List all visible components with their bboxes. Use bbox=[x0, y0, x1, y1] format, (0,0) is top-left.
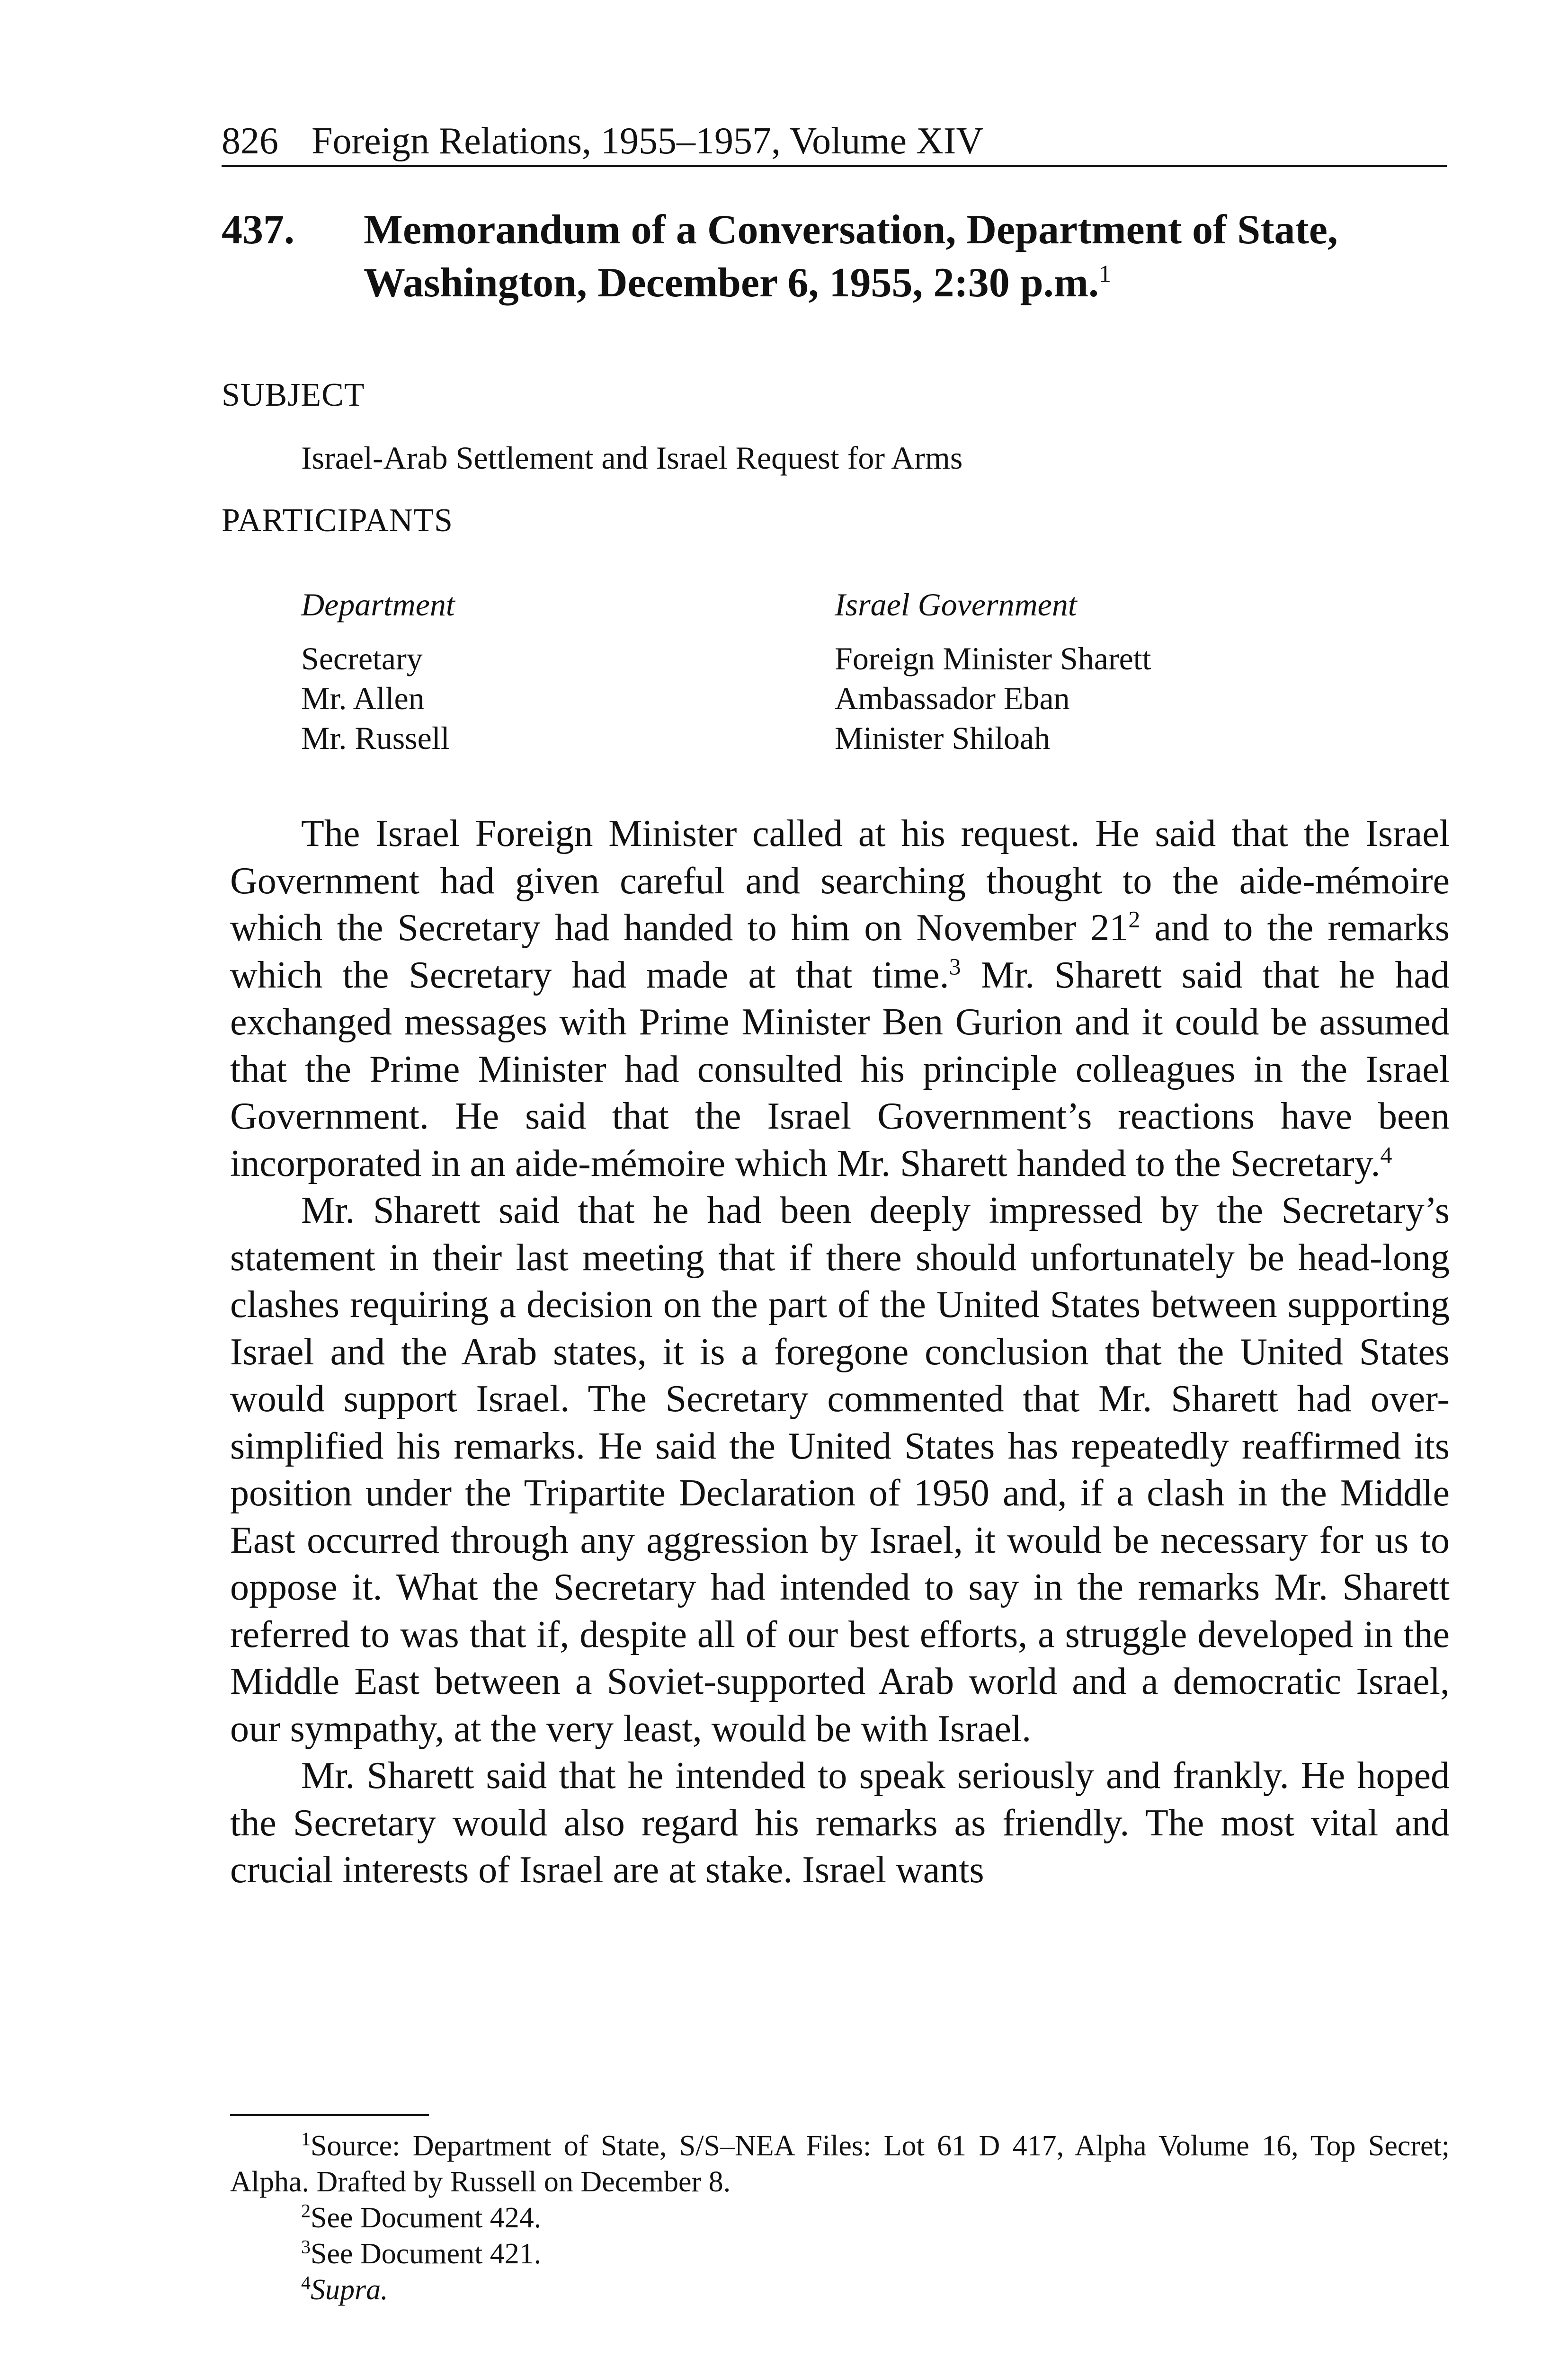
participant: Ambassador Eban bbox=[835, 680, 1070, 716]
footnotes bbox=[230, 2128, 1450, 2308]
israel-heading: Israel Government bbox=[835, 587, 1077, 623]
participant: Secretary bbox=[301, 641, 423, 676]
footnote-4 bbox=[230, 2272, 1450, 2308]
footnote-text: Supra. bbox=[311, 2274, 388, 2306]
paragraph-1-part-b: and to the remarks which the Secretary had made at that time. bbox=[230, 907, 1450, 996]
body-text bbox=[230, 810, 1450, 1894]
footnote-number: 4 bbox=[301, 2272, 311, 2294]
footnote-text: See Document 421. bbox=[311, 2238, 542, 2270]
footnote-number: 3 bbox=[301, 2236, 311, 2258]
israel-participants bbox=[835, 585, 1151, 758]
page-number: 826 bbox=[222, 120, 278, 162]
volume-title: Foreign Relations, 1955–1957, Volume XIV bbox=[312, 120, 984, 162]
department-participants bbox=[301, 585, 455, 758]
footnote-ref-3: 3 bbox=[949, 952, 961, 979]
footnote-ref-2: 2 bbox=[1128, 906, 1140, 933]
paragraph-1-part-c: Mr. Sharett said that he had exchanged messages with Prime Minister Ben Gurion and it could be assumed that the Prime Minister had consulted his principle colleagues in the Israel Government. He said that the Israel Government’s reactions have been incorporated in an aide-mémoire which Mr. Sharett handed to the Secretary. bbox=[230, 954, 1450, 1184]
participant: Minister Shiloah bbox=[835, 720, 1051, 756]
footnote-number: 2 bbox=[301, 2200, 311, 2222]
footnote-1 bbox=[230, 2128, 1450, 2200]
title-line-1: Memorandum of a Conversation, Department of State, bbox=[364, 207, 1338, 253]
paragraph-1 bbox=[230, 810, 1450, 1187]
footnote-3 bbox=[230, 2236, 1450, 2272]
paragraph-2: Mr. Sharett said that he had been deeply impressed by the Secretary’s statement in their last meeting that if there should unfortunately be head-long clashes requiring a decision on the part of the United States between supporting Israel and the Arab states, it is a foregone conclusion that the United States would support Israel. The Secretary commented that Mr. Sharett had over-simplified his remarks. He said the United States has repeatedly reaffirmed its position under the Tripartite Declaration of 1950 and, if a clash in the Middle East occurred through any aggression by Israel, it would be necessary for us to oppose it. What the Secretary had intended to say in the remarks Mr. Sharett referred to was that if, despite all of our best efforts, a struggle developed in the Middle East between a Soviet-supported Arab world and a democratic Israel, our sympathy, at the very least, would be with Israel. bbox=[230, 1190, 1450, 1750]
participants-label: PARTICIPANTS bbox=[222, 502, 453, 539]
paragraph-3: Mr. Sharett said that he intended to speak seriously and frankly. He hoped the Secretary would also regard his remarks as friendly. The most vital and crucial interests of Israel are at stake. Israel wants bbox=[230, 1755, 1450, 1891]
paragraph-1-part-a: The Israel Foreign Minister called at his request. He said that the Israel Government had given careful and searching thought to the aide-mémoire which the Secretary had handed to him on November 21 bbox=[230, 813, 1450, 949]
title-line-2: Washington, December 6, 1955, 2:30 p.m. bbox=[364, 260, 1099, 306]
participant: Foreign Minister Sharett bbox=[835, 641, 1151, 676]
document-title bbox=[364, 204, 1452, 310]
footnote-2 bbox=[230, 2200, 1450, 2236]
footnote-text: Source: Department of State, S/S–NEA Files: Lot 61 D 417, Alpha Volume 16, Top Secret; Alpha. Drafted by Russell on December 8. bbox=[230, 2130, 1450, 2198]
subject-label: SUBJECT bbox=[222, 377, 365, 413]
running-header bbox=[222, 117, 1447, 167]
participant: Mr. Russell bbox=[301, 720, 450, 756]
title-footnote-ref: 1 bbox=[1099, 260, 1112, 288]
footnote-ref-4: 4 bbox=[1380, 1141, 1392, 1168]
footnote-number: 1 bbox=[301, 2128, 311, 2150]
footnote-rule bbox=[230, 2114, 429, 2116]
participant: Mr. Allen bbox=[301, 680, 425, 716]
footnote-text: See Document 424. bbox=[311, 2202, 542, 2234]
document-number: 437. bbox=[222, 207, 294, 253]
subject-text: Israel-Arab Settlement and Israel Request for Arms bbox=[301, 440, 963, 476]
department-heading: Department bbox=[301, 587, 455, 623]
